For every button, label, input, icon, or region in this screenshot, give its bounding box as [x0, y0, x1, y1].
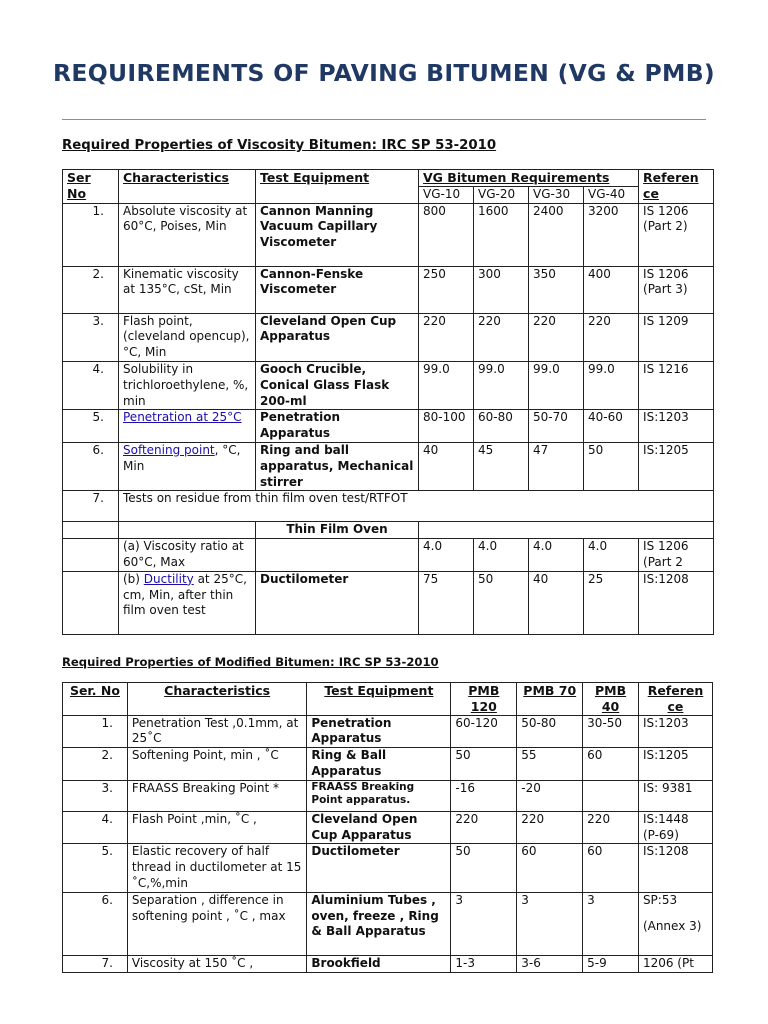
value-vg10: 220: [419, 313, 474, 361]
test-equipment: Penetration Apparatus: [307, 715, 451, 748]
reference: IS:1203: [638, 715, 712, 748]
test-equipment: Aluminium Tubes , oven, freeze , Ring & Ball Apparatus: [307, 892, 451, 955]
ser-no: 2.: [63, 266, 119, 313]
value-vg20: 45: [474, 442, 529, 490]
table-row: [63, 844, 713, 892]
empty-cell: [419, 522, 714, 539]
test-equipment: Cannon-Fenske Viscometer: [256, 266, 419, 313]
value-pmb70: 50-80: [517, 715, 583, 748]
softening-point-link[interactable]: Softening point: [123, 442, 215, 457]
ser-no: 4.: [63, 361, 119, 409]
characteristic: FRAASS Breaking Point *: [127, 780, 306, 811]
characteristic: Absolute viscosity at 60°C, Poises, Min: [119, 203, 256, 266]
value-vg20: 300: [474, 266, 529, 313]
characteristic: Flash point, (cleveland opencup),°C, Min: [119, 313, 256, 361]
characteristic: Solubility in trichloroethylene, %, min: [119, 361, 256, 409]
value-vg10: 4.0: [419, 539, 474, 572]
value-pmb40: 60: [583, 748, 639, 781]
ser-no: 3.: [63, 780, 128, 811]
value-pmb70: 55: [517, 748, 583, 781]
vg-grade-40: VG-40: [584, 186, 639, 203]
value-vg30: 99.0: [529, 361, 584, 409]
vg-grade-10: VG-10: [419, 186, 474, 203]
value-pmb70: 3: [517, 892, 583, 955]
reference: 1206 (Pt: [638, 955, 712, 972]
vg-header-reference: Referen ce: [639, 170, 714, 204]
ser-no: 2.: [63, 748, 128, 781]
value-pmb120: 220: [451, 811, 517, 844]
value-pmb40: 60: [583, 844, 639, 892]
value-pmb40: 3: [583, 892, 639, 955]
table-row: [63, 539, 714, 572]
reference: IS:1448 (P-69): [638, 811, 712, 844]
value-vg10: 75: [419, 571, 474, 634]
table-row: [63, 571, 714, 634]
value-vg30: 2400: [529, 203, 584, 266]
value-vg20: 99.0: [474, 361, 529, 409]
reference: IS:1203: [639, 410, 714, 443]
empty-cell: [63, 571, 119, 634]
table-row: [63, 410, 714, 443]
value-pmb70: 220: [517, 811, 583, 844]
table-row: [63, 715, 713, 748]
characteristic: Elastic recovery of half thread in ductilometer at 15 ˚C,%,min: [127, 844, 306, 892]
value-pmb40: 30-50: [583, 715, 639, 748]
vg-grade-30: VG-30: [529, 186, 584, 203]
test-equipment: Brookfield: [307, 955, 451, 972]
value-vg10: 40: [419, 442, 474, 490]
reference: IS: 9381: [638, 780, 712, 811]
test-equipment: [256, 539, 419, 572]
characteristic: [119, 442, 256, 490]
value-vg40: 25: [584, 571, 639, 634]
value-vg40: 99.0: [584, 361, 639, 409]
table-row: [63, 203, 714, 266]
table-row: [63, 361, 714, 409]
rtfot-tests-label: Tests on residue from thin film oven test/RTFOT: [119, 491, 714, 522]
value-pmb120: 50: [451, 748, 517, 781]
table-row: [63, 442, 714, 490]
value-pmb120: 60-120: [451, 715, 517, 748]
vg-section-heading: Required Properties of Viscosity Bitumen: IRC SP 53-2010: [62, 138, 497, 153]
pmb-header-equipment: Test Equipment: [307, 683, 451, 716]
value-vg20: 4.0: [474, 539, 529, 572]
ser-no: 6.: [63, 442, 119, 490]
test-equipment: Ductilometer: [256, 571, 419, 634]
vg-header-ser: Ser No: [63, 170, 119, 204]
reference: IS:1205: [639, 442, 714, 490]
ser-no: 5.: [63, 844, 128, 892]
value-pmb40: 5-9: [583, 955, 639, 972]
vg-header-row: [63, 170, 714, 187]
ser-no: 5.: [63, 410, 119, 443]
characteristic: (a) Viscosity ratio at 60°C, Max: [119, 539, 256, 572]
value-vg10: 80-100: [419, 410, 474, 443]
ser-no: 6.: [63, 892, 128, 955]
test-equipment: Ring and ball apparatus, Mechanical stirrer: [256, 442, 419, 490]
value-vg10: 250: [419, 266, 474, 313]
ser-no: 1.: [63, 203, 119, 266]
value-vg40: 50: [584, 442, 639, 490]
value-vg40: 400: [584, 266, 639, 313]
spacer: [643, 909, 708, 919]
pmb-header-characteristics: Characteristics: [127, 683, 306, 716]
reference: IS 1206 (Part 3): [639, 266, 714, 313]
value-vg10: 99.0: [419, 361, 474, 409]
test-equipment: Penetration Apparatus: [256, 410, 419, 443]
value-pmb40: [583, 780, 639, 811]
title-divider: [62, 119, 706, 120]
vg-header-characteristics: Characteristics: [119, 170, 256, 204]
reference: [638, 892, 712, 955]
table-row: [63, 955, 713, 972]
reference: IS 1206 (Part 2: [639, 539, 714, 572]
ser-no: 3.: [63, 313, 119, 361]
page-title: REQUIREMENTS OF PAVING BITUMEN (VG & PMB): [53, 59, 715, 87]
characteristic-suffix: at 25°C, cm, Min, after thin film oven test: [123, 571, 247, 618]
ser-no: 4.: [63, 811, 128, 844]
reference: IS 1216: [639, 361, 714, 409]
vg-grade-20: VG-20: [474, 186, 529, 203]
vg-header-equipment: Test Equipment: [256, 170, 419, 204]
test-equipment: Ring & Ball Apparatus: [307, 748, 451, 781]
reference: IS:1208: [639, 571, 714, 634]
value-vg30: 220: [529, 313, 584, 361]
vg-requirements-table: [62, 169, 714, 635]
characteristic: Softening Point, min , ˚C: [127, 748, 306, 781]
empty-cell: [63, 522, 119, 539]
empty-cell: [63, 539, 119, 572]
value-vg30: 40: [529, 571, 584, 634]
empty-cell: [119, 522, 256, 539]
table-row: [63, 266, 714, 313]
characteristic: Flash Point ,min, ˚C ,: [127, 811, 306, 844]
value-vg30: 4.0: [529, 539, 584, 572]
characteristic: [119, 410, 256, 443]
value-pmb120: 3: [451, 892, 517, 955]
characteristic: Kinematic viscosity at 135°C, cSt, Min: [119, 266, 256, 313]
value-vg30: 50-70: [529, 410, 584, 443]
value-pmb40: 220: [583, 811, 639, 844]
table-row: [63, 491, 714, 522]
value-vg20: 50: [474, 571, 529, 634]
value-pmb120: 50: [451, 844, 517, 892]
table-row: [63, 313, 714, 361]
table-row: [63, 748, 713, 781]
characteristic: Penetration Test ,0.1mm, at 25˚C: [127, 715, 306, 748]
characteristic-suffix: , °C, Min: [123, 442, 241, 473]
value-pmb120: -16: [451, 780, 517, 811]
pmb-header-reference: Referen ce: [638, 683, 712, 716]
value-vg40: 220: [584, 313, 639, 361]
vg-header-requirements: VG Bitumen Requirements: [419, 170, 639, 187]
value-vg20: 60-80: [474, 410, 529, 443]
pmb-header-40: PMB 40: [583, 683, 639, 716]
test-equipment: Cleveland Open Cup Apparatus: [307, 811, 451, 844]
value-vg30: 350: [529, 266, 584, 313]
table-row: [63, 780, 713, 811]
pmb-header-row: [63, 683, 713, 716]
ser-no: 1.: [63, 715, 128, 748]
pmb-header-ser: Ser. No: [63, 683, 128, 716]
pmb-header-70: PMB 70: [517, 683, 583, 716]
table-row: [63, 892, 713, 955]
value-vg30: 47: [529, 442, 584, 490]
value-pmb70: 3-6: [517, 955, 583, 972]
characteristic-prefix: (b): [123, 571, 144, 586]
ser-no: 7.: [63, 955, 128, 972]
value-vg40: 4.0: [584, 539, 639, 572]
value-pmb120: 1-3: [451, 955, 517, 972]
penetration-link[interactable]: Penetration at 25°C: [123, 410, 242, 425]
reference: IS 1206 (Part 2): [639, 203, 714, 266]
test-equipment: FRAASS Breaking Point apparatus.: [307, 780, 451, 811]
value-vg40: 3200: [584, 203, 639, 266]
thin-film-oven-label: Thin Film Oven: [256, 522, 419, 539]
characteristic: Separation , difference in softening point , ˚C , max: [127, 892, 306, 955]
characteristic: [119, 571, 256, 634]
ser-no: 7.: [63, 491, 119, 522]
table-row: [63, 811, 713, 844]
pmb-header-120: PMB 120: [451, 683, 517, 716]
pmb-requirements-table: [62, 682, 713, 973]
value-vg20: 220: [474, 313, 529, 361]
table-row: [63, 522, 714, 539]
pmb-section-heading: Required Properties of Modified Bitumen: IRC SP 53-2010: [62, 655, 439, 669]
value-vg40: 40-60: [584, 410, 639, 443]
reference-line-1: SP:53: [642, 892, 678, 907]
test-equipment: Ductilometer: [307, 844, 451, 892]
reference: IS 1209: [639, 313, 714, 361]
value-pmb70: -20: [517, 780, 583, 811]
test-equipment: Gooch Crucible, Conical Glass Flask 200-ml: [256, 361, 419, 409]
value-vg10: 800: [419, 203, 474, 266]
value-vg20: 1600: [474, 203, 529, 266]
characteristic: Viscosity at 150 ˚C ,: [127, 955, 306, 972]
reference: IS:1208: [638, 844, 712, 892]
value-pmb70: 60: [517, 844, 583, 892]
reference-line-2: (Annex 3): [642, 918, 702, 933]
reference: IS:1205: [638, 748, 712, 781]
ductility-link[interactable]: Ductility: [143, 571, 194, 586]
test-equipment: Cleveland Open Cup Apparatus: [256, 313, 419, 361]
test-equipment: Cannon Manning Vacuum Capillary Viscometer: [256, 203, 419, 266]
